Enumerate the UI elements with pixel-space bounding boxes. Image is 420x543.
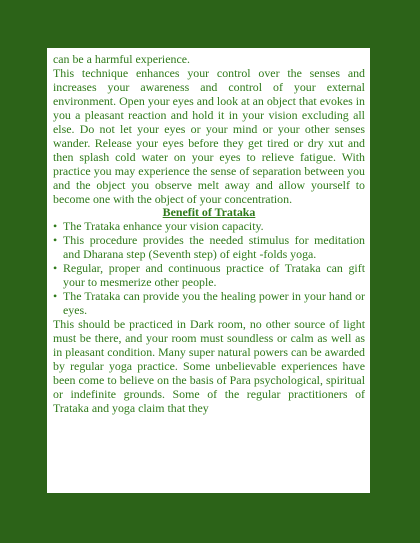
benefit-item bbox=[53, 290, 365, 318]
intro-paragraph: can be a harmful experience. bbox=[53, 52, 190, 66]
bullet-icon: • bbox=[53, 233, 58, 248]
benefit-text: The Trataka enhance your vision capacity. bbox=[63, 219, 264, 234]
benefit-heading: Benefit of Trataka bbox=[162, 205, 256, 220]
bullet-icon: • bbox=[53, 219, 58, 234]
document-page bbox=[47, 48, 370, 493]
benefit-list bbox=[53, 220, 365, 318]
benefit-text: The Trataka can provide you the healing power in your hand or eyes. bbox=[63, 289, 365, 318]
benefit-item bbox=[53, 262, 365, 290]
benefit-item bbox=[53, 234, 365, 262]
benefit-text: Regular, proper and continuous practice of Trataka can gift your to mesmerize other people. bbox=[63, 261, 365, 290]
technique-paragraph: This technique enhances your control over the senses and increases your awareness and control of your external environment. Open your eyes and look at an object that evokes in you a pleasant reaction and hold it in your vision excluding all else. Do not let your eyes or your mind or your other senses wander. Release your eyes before they get tired or dry xut and then splash cold water on your eyes to relieve fatigue. With practice you may experience the sense of separation between you and the object you observe melt away and allow yourself to become one with the object of your concentration. bbox=[53, 65, 365, 206]
closing-paragraph: This should be practiced in Dark room, no other source of light must be there, and your room must soundless or calm as well as in pleasant condition. Many super natural powers can be awarded by regular yoga practice. Some unbelievable experiences have been come to believe on the basis of Para psychological, spiritual or indefinite grounds. Some of the regular practitioners of Trataka and yoga claim that they bbox=[53, 317, 365, 415]
benefit-item bbox=[53, 220, 365, 234]
bullet-icon: • bbox=[53, 289, 58, 304]
benefit-text: This procedure provides the needed stimulus for meditation and Dharana step (Seventh step) of eight -folds yoga. bbox=[63, 233, 365, 262]
bullet-icon: • bbox=[53, 261, 58, 276]
